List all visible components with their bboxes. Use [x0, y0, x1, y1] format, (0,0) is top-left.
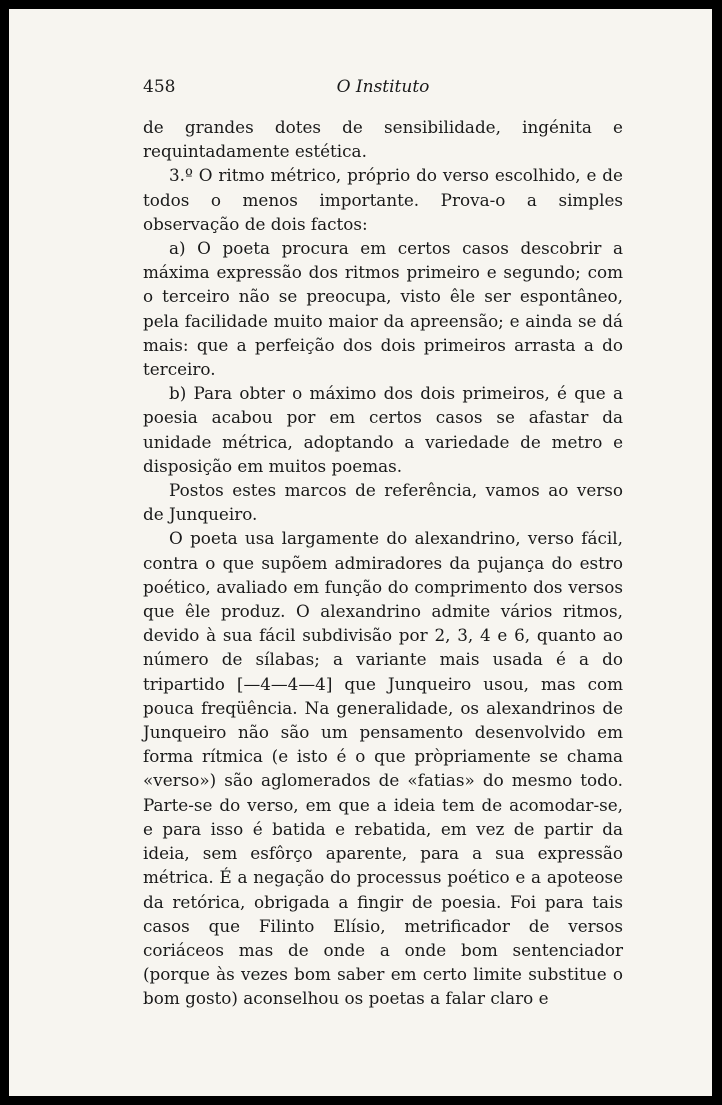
paragraph: a) O poeta procura em certos casos descobrir a máxima expressão dos ritmos primeiro e segundo; com o terceiro não se preocupa, visto êle ser espontâneo, pela facilidade muito maior da apreensão; e ainda se dá mais: que a perfeição dos dois primeiros arrasta a do terceiro. [143, 238, 623, 380]
paragraph: 3.º O ritmo métrico, próprio do verso escolhido, e de todos o menos importante. Prova-o a simples observação de dois factos: [143, 165, 623, 234]
running-title: O Instituto [336, 77, 430, 97]
book-page [9, 9, 712, 1096]
paragraph: de grandes dotes de sensibilidade, ingénita e requintadamente estética. [143, 117, 623, 162]
paragraph: b) Para obter o máximo dos dois primeiros, é que a poesia acabou por em certos casos se afastar da unidade métrica, adoptando a variedade de metro e disposição em muitos poemas. [143, 383, 623, 476]
paragraph: O poeta usa largamente do alexandrino, verso fácil, contra o que supõem admiradores da pujança do estro poético, avaliado em função do comprimento dos versos que êle produz. O alexandrino admite vários ritmos, devido à sua fácil subdivisão por 2, 3, 4 e 6, quanto ao número de sílabas; a variante mais usada é a do tripartido [—4—4—4] que Junqueiro usou, mas com pouca freqüência. Na generalidade, os alexandrinos de Junqueiro não são um pensamento desenvolvido em forma rítmica (e isto é o que pròpriamente se chama «verso») são aglomerados de «fatias» do mesmo todo. Parte-se do verso, em que a ideia tem de acomodar-se, e para isso é batida e rebatida, em vez de partir da ideia, sem esfôrço aparente, para a sua expressão métrica. É a negação do processus poético e a apoteose da retórica, obrigada a fingir de poesia. Foi para tais casos que Filinto Elísio, metrificador de versos coriáceos mas de onde a onde bom sentenciador (porque às vezes bom saber em certo limite substitue o bom gosto) aconselhou os poetas a falar claro e [143, 528, 623, 1009]
page-number: 458 [143, 77, 176, 97]
page-header [143, 77, 623, 101]
body-text [143, 115, 623, 1011]
paragraph: Postos estes marcos de referência, vamos ao verso de Junqueiro. [143, 480, 623, 525]
